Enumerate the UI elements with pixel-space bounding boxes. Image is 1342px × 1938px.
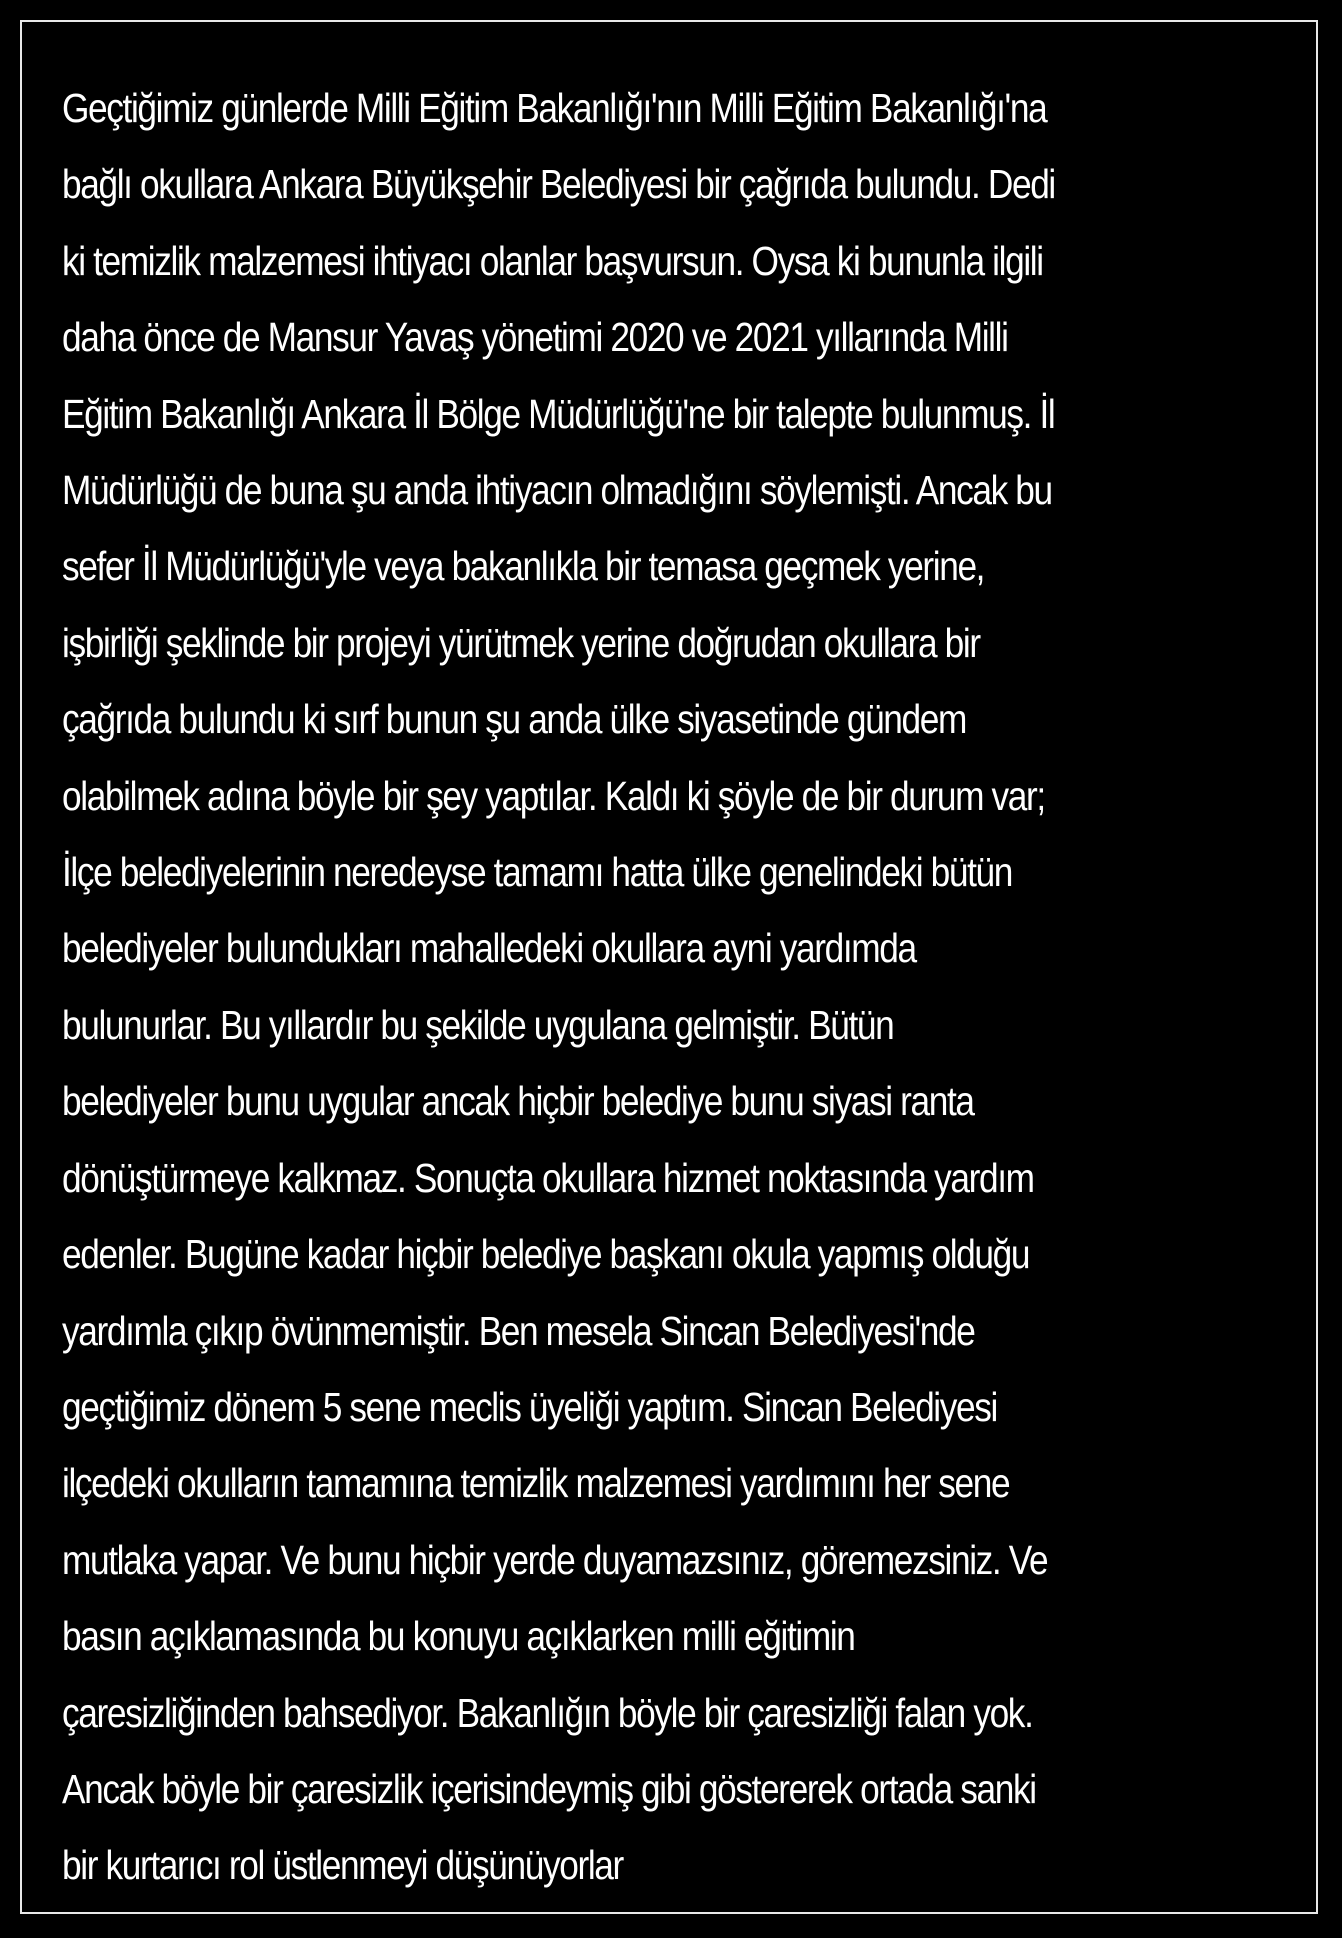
text-line: ki temizlik malzemesi ihtiyacı olanlar başvursun. Oysa ki bununla ilgili — [62, 237, 1043, 284]
text-line: çağrıda bulundu ki sırf bunun şu anda ülke siyasetinde gündem — [62, 696, 967, 743]
text-line: Ancak böyle bir çaresizlik içerisindeymiş gibi göstererek ortada sanki — [62, 1765, 1036, 1812]
text-line: sefer İl Müdürlüğü'yle veya bakanlıkla bir temasa geçmek yerine, — [62, 543, 985, 590]
text-line: belediyeler bulundukları mahalledeki okullara ayni yardımda — [62, 925, 916, 972]
text-line: edenler. Bugüne kadar hiçbir belediye başkanı okula yapmış olduğu — [62, 1231, 1030, 1278]
text-line: Eğitim Bakanlığı Ankara İl Bölge Müdürlüğü'ne bir talepte bulunmuş. İl — [62, 390, 1055, 437]
text-line: olabilmek adına böyle bir şey yaptılar. Kaldı ki şöyle de bir durum var; — [62, 772, 1045, 819]
text-line: bağlı okullara Ankara Büyükşehir Belediyesi bir çağrıda bulundu. Dedi — [62, 161, 1055, 208]
text-line: mutlaka yapar. Ve bunu hiçbir yerde duyamazsınız, göremezsiniz. Ve — [62, 1536, 1048, 1583]
text-line: basın açıklamasında bu konuyu açıklarken milli eğitimin — [62, 1613, 855, 1660]
text-line: dönüştürmeye kalkmaz. Sonuçta okullara hizmet noktasında yardım — [62, 1154, 1034, 1201]
quote-text — [62, 70, 1120, 1904]
text-line: bulunurlar. Bu yıllardır bu şekilde uygulana gelmiştir. Bütün — [62, 1001, 894, 1048]
text-line: ilçedeki okulların tamamına temizlik malzemesi yardımını her sene — [62, 1460, 1010, 1507]
text-line: Müdürlüğü de buna şu anda ihtiyacın olmadığını söylemişti. Ancak bu — [62, 467, 1052, 514]
text-line: Geçtiğimiz günlerde Milli Eğitim Bakanlığı'nın Milli Eğitim Bakanlığı'na — [62, 85, 1047, 131]
text-line: geçtiğimiz dönem 5 sene meclis üyeliği yaptım. Sincan Belediyesi — [62, 1383, 997, 1430]
text-line: işbirliği şeklinde bir projeyi yürütmek yerine doğrudan okullara bir — [62, 619, 980, 666]
text-line: bir kurtarıcı rol üstlenmeyi düşünüyorlar — [62, 1842, 623, 1889]
text-line: yardımla çıkıp övünmemiştir. Ben mesela Sincan Belediyesi'nde — [62, 1307, 975, 1354]
text-line: çaresizliğinden bahsediyor. Bakanlığın böyle bir çaresizliği falan yok. — [62, 1689, 1033, 1736]
text-line: belediyeler bunu uygular ancak hiçbir belediye bunu siyasi ranta — [62, 1078, 974, 1125]
text-line: İlçe belediyelerinin neredeyse tamamı hatta ülke genelindeki bütün — [62, 849, 1013, 896]
text-line: daha önce de Mansur Yavaş yönetimi 2020 ve 2021 yıllarında Milli — [62, 314, 1008, 361]
